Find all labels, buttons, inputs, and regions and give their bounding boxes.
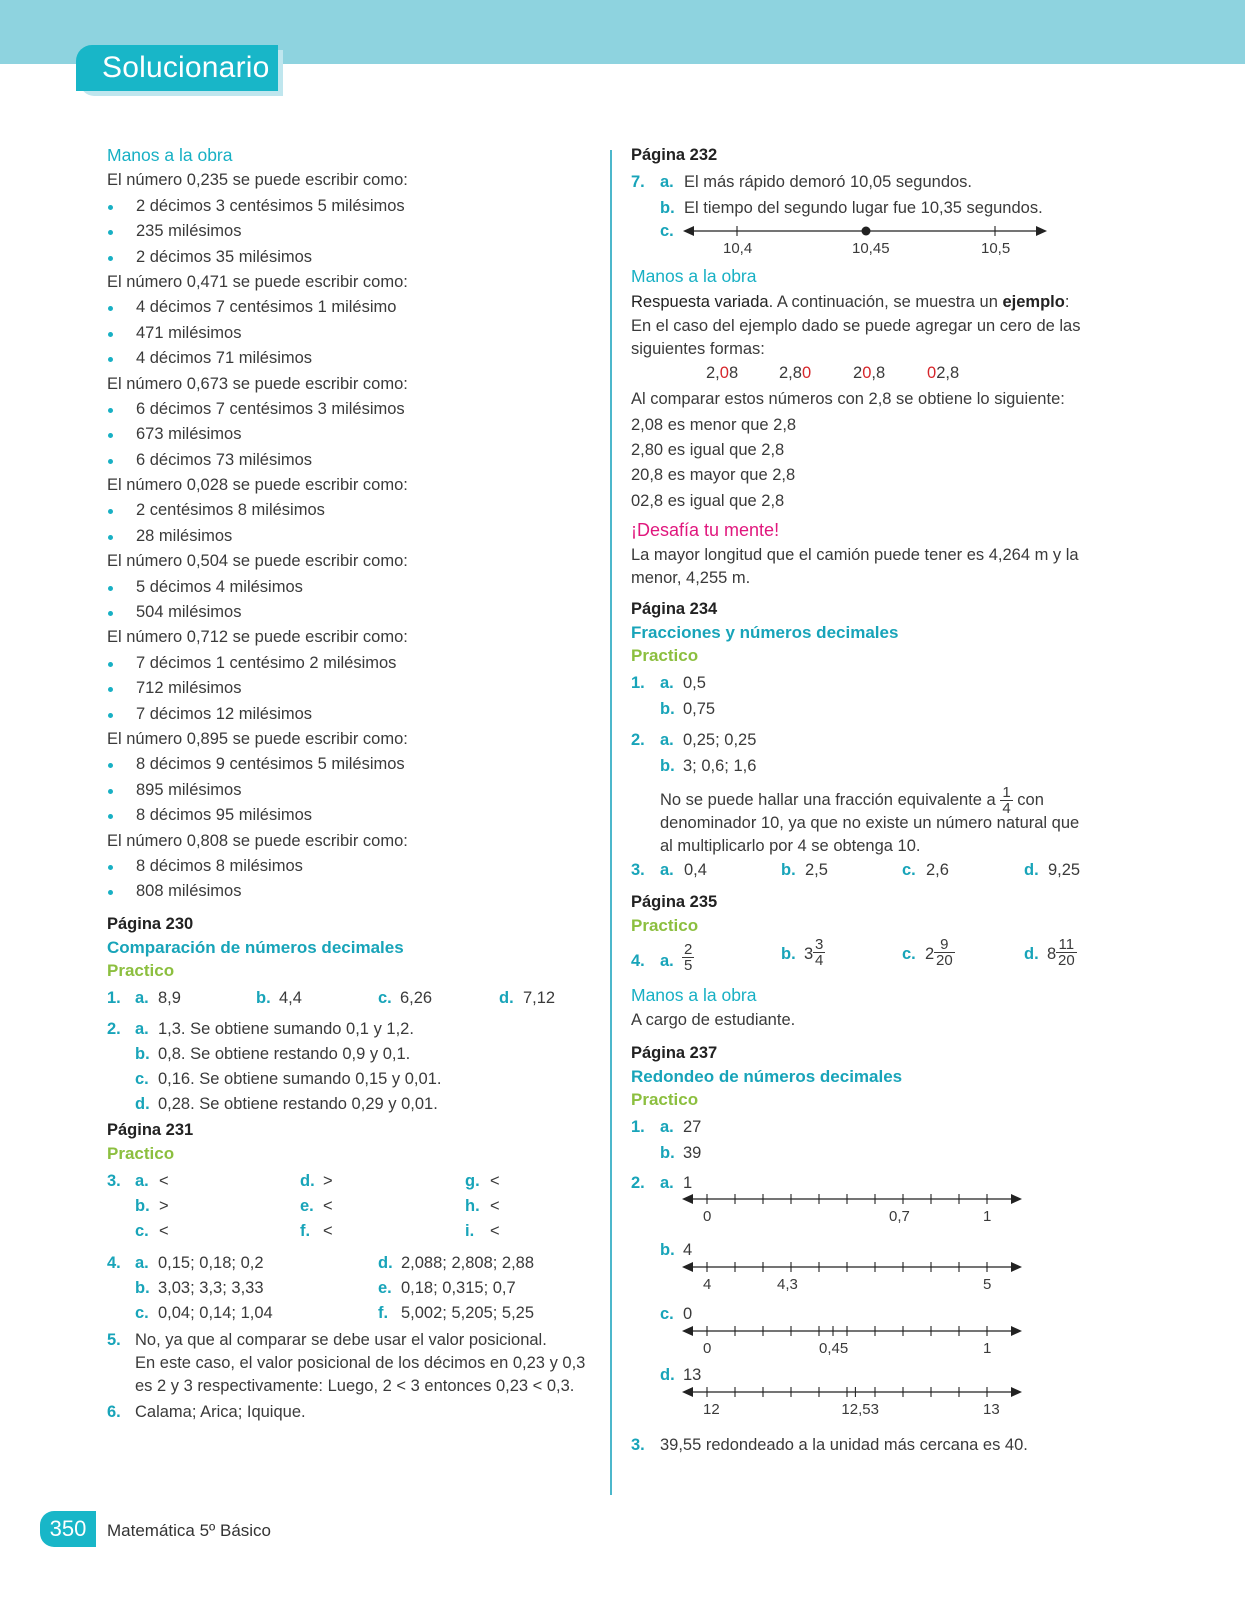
desafia-heading: ¡Desafía tu mente!: [631, 520, 780, 541]
number-line-7c-svg: [683, 222, 1047, 240]
number-line-2a: [682, 1190, 1022, 1230]
answer-6-block: [107, 1400, 587, 1425]
answer-letter: a.: [660, 860, 674, 879]
answer-value: 1: [683, 1173, 693, 1192]
note-text: denominador 10, ya que no existe un número natural que: [660, 813, 1080, 832]
arrow-right: [1011, 1194, 1022, 1204]
answer-letter: c.: [660, 1304, 674, 1323]
group-intro: El número 0,471 se puede escribir como:: [107, 272, 408, 291]
answer-letter: b.: [660, 756, 675, 775]
form-part: 2,8: [936, 364, 960, 383]
tick-label: 12: [703, 1400, 720, 1418]
fraction-numerator: 2: [684, 940, 693, 958]
answer-value: 2,088; 2,808; 2,88: [401, 1254, 535, 1273]
answer-value: 39: [683, 1143, 702, 1162]
bullet-item: 673 milésimos: [107, 422, 587, 447]
answer-letter: b.: [135, 1279, 150, 1298]
question-number: 2.: [107, 1020, 121, 1039]
tick-label: 0: [703, 1207, 712, 1225]
fraction-denominator: 4: [1002, 799, 1011, 817]
question-number: 2.: [631, 730, 645, 749]
zero-form: [779, 361, 811, 386]
answer-text: En este caso, el valor posicional de los décimos en 0,23 y 0,3: [135, 1354, 586, 1373]
fraction-numerator: 9: [940, 935, 949, 953]
mixed-whole: 8: [1047, 944, 1057, 963]
answer-value: 0: [683, 1304, 693, 1323]
question-number: 7.: [631, 173, 645, 192]
page-230-heading: Página 230: [107, 914, 194, 933]
answer-letter: b.: [781, 944, 796, 963]
practico-heading: Practico: [631, 645, 699, 665]
manos-heading: Manos a la obra: [107, 145, 233, 165]
answer-text: El más rápido demoró 10,05 segundos.: [684, 173, 973, 192]
number-line-2b: [682, 1258, 1022, 1298]
colon-text: :: [1064, 292, 1070, 311]
p237-answer-3: [631, 1433, 1101, 1459]
answer-3-block: [107, 1169, 587, 1247]
arrow-left: [682, 1387, 693, 1397]
column-divider: [610, 150, 612, 1495]
practico-heading: Practico: [107, 960, 175, 980]
tick-label: 10,4: [723, 240, 753, 258]
answer-letter: d.: [499, 988, 514, 1007]
answer-letter: a.: [660, 730, 674, 749]
bullet-item: 6 décimos 73 milésimos: [107, 448, 587, 473]
zero-form: [706, 361, 738, 386]
desafia-text: La mayor longitud que el camión puede tener es 4,264 m y la: [631, 545, 1079, 564]
ejemplo-label: ejemplo: [1002, 292, 1065, 311]
form-part: ,8: [871, 364, 886, 383]
fraction-denominator: 20: [936, 951, 953, 969]
group-intro: El número 0,895 se puede escribir como:: [107, 729, 408, 748]
tick-label: 5: [983, 1275, 992, 1293]
p235-answer-4: [631, 937, 1101, 983]
answer-value: <: [490, 1172, 500, 1191]
number-line-2d-svg: [682, 1383, 1022, 1401]
answer-letter: d.: [378, 1254, 393, 1273]
answer-letter: c.: [135, 1304, 149, 1323]
arrow-left: [682, 1262, 693, 1272]
fraction-numerator: 3: [815, 935, 824, 953]
page-235-heading: Página 235: [631, 892, 718, 911]
arrow-left: [683, 226, 694, 236]
practico-heading: Practico: [631, 1089, 699, 1109]
answer-letter: a.: [135, 1172, 149, 1191]
bullet-item: 5 décimos 4 milésimos: [107, 575, 587, 600]
mixed-whole: 3: [804, 944, 814, 963]
form-zero: 0: [862, 364, 872, 383]
answer-letter: d.: [1024, 860, 1039, 879]
answer-value: 4: [683, 1240, 693, 1259]
answer-4-block: [107, 1251, 587, 1329]
practico-heading: Practico: [631, 915, 699, 935]
answer-letter: a.: [135, 1020, 149, 1039]
question-number: 4.: [107, 1254, 121, 1273]
answer-letter: d.: [660, 1365, 675, 1384]
answer-text: 39,55 redondeado a la unidad más cercana es 40.: [660, 1435, 1028, 1454]
answer-value: <: [323, 1197, 333, 1216]
page-237-heading: Página 237: [631, 1043, 718, 1062]
respuesta-variada-label: Respuesta variada: [631, 292, 769, 311]
tick-label: 4,3: [777, 1275, 798, 1293]
answer-letter: d.: [135, 1095, 150, 1114]
answer-letter: i.: [465, 1222, 475, 1241]
question-number: 3.: [631, 860, 645, 879]
answer-value: 0,28. Se obtiene restando 0,29 y 0,01.: [158, 1095, 438, 1114]
answer-value: 0,18; 0,315; 0,7: [401, 1279, 516, 1298]
question-number: 5.: [107, 1331, 121, 1350]
bullet-item: 2 centésimos 8 milésimos: [107, 498, 587, 523]
answer-value: <: [159, 1172, 169, 1191]
bullet-item: 7 décimos 1 centésimo 2 milésimos: [107, 651, 587, 676]
question-number: 1.: [107, 988, 121, 1007]
question-number: 6.: [107, 1403, 121, 1422]
group-intro: El número 0,504 se puede escribir como:: [107, 552, 408, 571]
fraction-b: [813, 937, 825, 968]
respuesta-line: [631, 290, 1101, 315]
right-column: [631, 143, 1101, 1459]
answer-value: <: [490, 1197, 500, 1216]
bullet-item: 235 milésimos: [107, 219, 587, 244]
bullet-item: 712 milésimos: [107, 676, 587, 701]
compare-line: 20,8 es mayor que 2,8: [631, 466, 796, 485]
page-234-heading: Página 234: [631, 599, 718, 618]
form-part: 2,: [706, 364, 720, 383]
zero-form: [853, 361, 885, 386]
fraction-numerator: 11: [1058, 935, 1075, 953]
answer-value: 0,75: [683, 699, 716, 718]
answer-value: >: [159, 1197, 169, 1216]
compare-line: 2,08 es menor que 2,8: [631, 415, 797, 434]
number-line-2a-svg: [682, 1190, 1022, 1208]
group-intro: El número 0,235 se puede escribir como:: [107, 171, 408, 190]
page-231-heading: Página 231: [107, 1121, 194, 1140]
bullet-item: 28 milésimos: [107, 524, 587, 549]
answer-letter: b.: [781, 860, 796, 879]
p234-answer-2: [631, 728, 1101, 856]
answer-value: 2,6: [926, 860, 949, 879]
left-column: [107, 143, 587, 1425]
arrow-right: [1036, 226, 1047, 236]
tick-label: 12,53: [841, 1400, 879, 1418]
answer-letter: c.: [135, 1222, 149, 1241]
answer-value: <: [323, 1222, 333, 1241]
fraction-denominator: 5: [684, 956, 693, 974]
answer-letter: a.: [660, 951, 674, 970]
answer-value: <: [490, 1222, 500, 1241]
answer-value: 0,04; 0,14; 1,04: [158, 1304, 273, 1323]
fraction-numerator: 1: [1002, 783, 1011, 801]
tick-label: 13: [983, 1400, 1000, 1418]
answer-letter: g.: [465, 1172, 480, 1191]
answer-letter: c.: [135, 1070, 149, 1089]
answer-letter: c.: [902, 860, 916, 879]
group-intro: El número 0,673 se puede escribir como:: [107, 374, 408, 393]
answer-value: 7,12: [523, 988, 556, 1007]
answer-letter: d.: [300, 1172, 315, 1191]
answer-letter: f.: [378, 1304, 389, 1323]
p237-answer-2: [631, 1171, 1101, 1429]
tick-label: 1: [983, 1339, 992, 1357]
form-part: 2: [853, 364, 863, 383]
answer-letter: b.: [660, 699, 675, 718]
answer-value: 6,26: [400, 988, 433, 1007]
answer-letter: b.: [256, 988, 271, 1007]
answer-value: 2,5: [805, 860, 828, 879]
answer-value: 3; 0,6; 1,6: [683, 756, 757, 775]
tick-label: 0,45: [819, 1339, 849, 1357]
compare-line: 2,80 es igual que 2,8: [631, 440, 785, 459]
answer-5-block: [107, 1329, 587, 1398]
answer-letter: a.: [660, 1117, 674, 1136]
arrow-left: [682, 1194, 693, 1204]
answer-value: 0,16. Se obtiene sumando 0,15 y 0,01.: [158, 1070, 442, 1089]
answer-letter: b.: [135, 1045, 150, 1064]
fraction-d: [1056, 937, 1077, 968]
topic-heading: Comparación de números decimales: [107, 937, 404, 957]
page-number-badge: 350: [40, 1511, 96, 1547]
tick-label: 10,5: [981, 240, 1011, 258]
bullet-item: 8 décimos 8 milésimos: [107, 854, 587, 879]
tick-label: 0: [703, 1339, 712, 1357]
topic-heading: Fracciones y números decimales: [631, 622, 899, 642]
answer-letter: c.: [660, 222, 674, 241]
desafia-text: menor, 4,255 m.: [631, 568, 751, 587]
group-intro: El número 0,712 se puede escribir como:: [107, 628, 408, 647]
mixed-whole: 2: [925, 944, 935, 963]
caso-line: siguientes formas:: [631, 340, 765, 359]
answer-value: 9,25: [1048, 860, 1081, 879]
bullet-item: 471 milésimos: [107, 321, 587, 346]
form-part: 2,8: [779, 364, 802, 383]
fraction-denominator: 4: [815, 951, 824, 969]
number-line-2d: [682, 1383, 1022, 1423]
bullet-item: 808 milésimos: [107, 879, 587, 904]
decimal-groups: [107, 168, 587, 904]
fraction-denominator: 20: [1058, 951, 1075, 969]
answer-letter: b.: [660, 199, 675, 218]
number-line-2c: [682, 1322, 1022, 1362]
answer-letter: d.: [1024, 944, 1039, 963]
bullet-item: 6 décimos 7 centésimos 3 milésimos: [107, 397, 587, 422]
answer-7-block: [631, 170, 1101, 222]
bullet-item: 7 décimos 12 milésimos: [107, 702, 587, 727]
answer-value: 8,9: [158, 988, 181, 1007]
answer-letter: c.: [378, 988, 392, 1007]
page-232-heading: Página 232: [631, 146, 718, 164]
answer-value: 1,3. Se obtiene sumando 0,1 y 1,2.: [158, 1020, 414, 1039]
answer-letter: a.: [660, 1173, 674, 1192]
p234-answer-1: [631, 671, 1101, 723]
answer-text: No, ya que al comparar se debe usar el valor posicional.: [135, 1331, 547, 1350]
bullet-item: 895 milésimos: [107, 778, 587, 803]
compare-line: 02,8 es igual que 2,8: [631, 491, 785, 510]
answer-letter: a.: [135, 988, 149, 1007]
question-number: 3.: [631, 1435, 645, 1454]
number-line-7c: [683, 222, 1047, 264]
answer-value: 13: [683, 1365, 702, 1384]
answer-7c-block: [631, 222, 1101, 264]
answer-text: Calama; Arica; Iquique.: [135, 1403, 306, 1422]
cargo-text: A cargo de estudiante.: [631, 1011, 796, 1030]
p237-answer-1: [631, 1115, 1101, 1167]
question-number: 2.: [631, 1173, 645, 1192]
number-line-2b-svg: [682, 1258, 1022, 1276]
tick-label: 4: [703, 1275, 712, 1293]
solucionario-tab: Solucionario: [76, 45, 278, 91]
fraction-a: [682, 942, 694, 973]
answer-letter: b.: [660, 1143, 675, 1162]
tick-label: 1: [983, 1207, 992, 1225]
note-text: No se puede hallar una fracción equivalente a: [660, 790, 996, 809]
note-text: con: [1017, 790, 1044, 809]
answer-value: >: [323, 1172, 333, 1191]
bullet-item: 4 décimos 71 milésimos: [107, 346, 587, 371]
tick-label: 0,7: [889, 1207, 910, 1225]
bullet-item: 2 décimos 35 milésimos: [107, 245, 587, 270]
bullet-item: 2 décimos 3 centésimos 5 milésimos: [107, 194, 587, 219]
number-line-2c-svg: [682, 1322, 1022, 1340]
answer-value: 27: [683, 1117, 702, 1136]
group-intro: El número 0,028 se puede escribir como:: [107, 476, 408, 495]
bullet-item: 8 décimos 9 centésimos 5 milésimos: [107, 752, 587, 777]
compare-intro: Al comparar estos números con 2,8 se obtiene lo siguiente:: [631, 390, 1065, 409]
answer-value: 0,8. Se obtiene restando 0,9 y 0,1.: [158, 1045, 411, 1064]
form-part: 8: [728, 364, 739, 383]
answer-value: 5,002; 5,205; 5,25: [401, 1304, 535, 1323]
answer-text: es 2 y 3 respectivamente: Luego, 2 < 3 entonces 0,23 < 0,3.: [135, 1377, 575, 1396]
question-number: 1.: [631, 1117, 645, 1136]
caso-line: En el caso del ejemplo dado se puede agregar un cero de las: [631, 317, 1081, 336]
note-text: al multiplicarlo por 4 se obtenga 10.: [660, 836, 921, 855]
answer-text: El tiempo del segundo lugar fue 10,35 segundos.: [684, 199, 1043, 218]
arrow-right: [1011, 1326, 1022, 1336]
answer-letter: a.: [660, 673, 674, 692]
arrow-right: [1011, 1387, 1022, 1397]
answer-value: 0,5: [683, 673, 706, 692]
arrow-left: [682, 1326, 693, 1336]
zero-form: [927, 361, 959, 386]
p234-answer-3: [631, 858, 1101, 883]
tick-label: 10,45: [852, 240, 890, 258]
book-title: Matemática 5º Básico: [107, 1521, 271, 1540]
answer-letter: c.: [902, 944, 916, 963]
answer-letter: b.: [660, 1240, 675, 1259]
question-number: 1.: [631, 673, 645, 692]
point-marker: [862, 227, 871, 236]
fraction-c: [934, 937, 955, 968]
answer-2-block: [107, 1017, 587, 1119]
question-number: 3.: [107, 1172, 121, 1191]
bullet-item: 8 décimos 95 milésimos: [107, 803, 587, 828]
manos-heading: Manos a la obra: [631, 266, 757, 287]
form-zero: 0: [927, 364, 937, 383]
topic-heading: Redondeo de números decimales: [631, 1066, 903, 1086]
answer-value: 0,25; 0,25: [683, 730, 757, 749]
practico-heading: Practico: [107, 1144, 175, 1164]
form-zero: 0: [801, 364, 812, 383]
group-intro: El número 0,808 se puede escribir como:: [107, 831, 408, 850]
answer-letter: f.: [300, 1222, 311, 1241]
arrow-right: [1011, 1262, 1022, 1272]
answer-value: 0,15; 0,18; 0,2: [158, 1254, 264, 1273]
answer-1-row: [107, 986, 587, 1011]
answer-letter: a.: [135, 1254, 149, 1273]
answer-letter: e.: [378, 1279, 392, 1298]
question-number: 4.: [631, 951, 645, 970]
answer-value: 3,03; 3,3; 3,33: [158, 1279, 264, 1298]
manos-heading: Manos a la obra: [631, 984, 757, 1005]
bullet-item: 4 décimos 7 centésimos 1 milésimo: [107, 295, 587, 320]
answer-letter: b.: [135, 1197, 150, 1216]
answer-letter: a.: [660, 173, 674, 192]
answer-letter: h.: [465, 1197, 480, 1216]
answer-value: <: [159, 1222, 169, 1241]
answer-letter: e.: [300, 1197, 314, 1216]
respuesta-mid-text: . A continuación, se muestra un: [768, 292, 1003, 311]
bullet-item: 504 milésimos: [107, 600, 587, 625]
zero-forms-row: [631, 361, 1101, 387]
form-zero: 0: [719, 364, 729, 383]
answer-value: 0,4: [684, 860, 707, 879]
answer-value: 4,4: [279, 988, 302, 1007]
